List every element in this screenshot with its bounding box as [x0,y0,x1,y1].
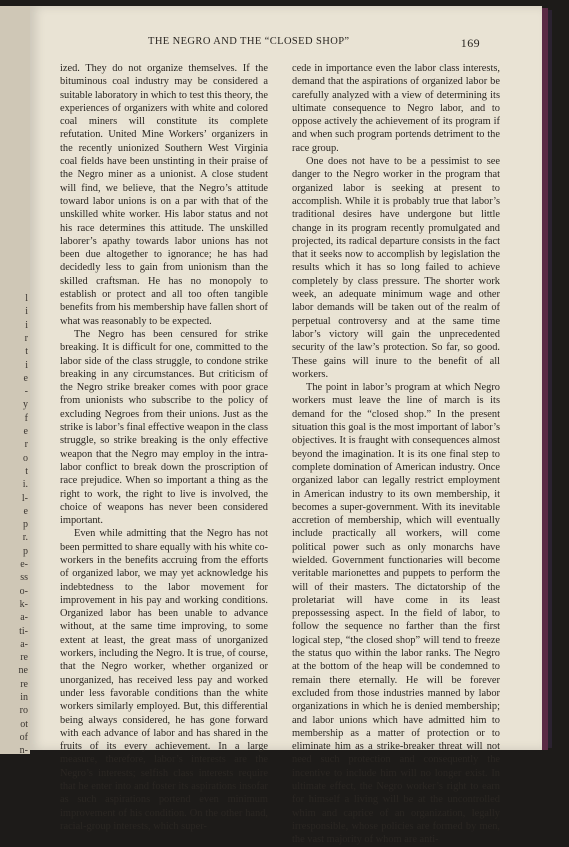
paragraph: The point in labor’s program at which Negro workers must leave the line of march is its demand for the “closed shop.” In the present situation this goal is the most important of labor’s objectives. It is fraught with consequences almost beyond the imagination. It is its one final step to complete domination of American industry. Once organized labor can legally restrict employment in American industry to its own membership, it becomes a super-government. With its inevitable accretion of membership, which will eventually include practically all workers, will come political power such as only monarchs have wielded. Government functionaries will become veritable marionettes and puppets to perform the will of their masters. The dictatorship of the proletariat will have come in its least prepossessing aspect. In the field of labor, to follow the sequence no farther than the first logical step, “the closed shop” will tend to freeze the status quo within the labor ranks. The Negro at the bottom of the heap will be condemned to remain there eternally. He will be forever excluded from those industries manned by labor organizations in which he is denied membership; and labor unions which have admitted him to membership as a matter of protection or to eliminate him as a strike-breaker threat will not need such protection and consequently the incentive to include him will no longer exist. In ultimate effect, the Negro worker’s right to earn for himself a living will be at the uncontrolled whim and caprice of an organization, legally irresponsible, whose policies are formed by men, the vast majority of whom are anti- [292,382,500,846]
running-header [60,36,480,52]
prev-page-text-fragment: r. [22,532,28,544]
left-column [60,62,268,833]
prev-page-text-fragment: re [20,678,28,690]
prev-page-text-fragment: t [25,346,28,358]
prev-page-text-fragment: i [25,319,28,331]
paragraph: cede in importance even the labor class interests, demand that the aspirations of organized labor be carefully analyzed with a view of determining its ultimate consequence to Negro labor, and to oppose actively the achievement of its program if and when such program portends detriment to the race group. [292,63,500,154]
prev-page-text-fragment: p [23,545,28,557]
prev-page-text-fragment: ot [20,718,28,730]
paragraph: Even while admitting that the Negro has not been permitted to share equally with his white co-workers in the benefits accruing from the efforts of organized labor, we may yet acknowledge his indebtedness to the labor movement for improvement in his pay and working conditions. Organized labor has been unable to advance without, at the same time improving, to some extent at least, the great mass of unorganized workers, including the Negro. It is true, of course, that the Negro worker, whether organized or unorganized, has received less pay and worked under less favorable conditions than the white workers similarly employed. But, this differential being always considered, he has gone forward with each advance of labor and has shared in the fruits of its every achievement. In a large measure, therefore, labor’s interests are the Negro’s interests; selfish class interests require that he enter into and foster its aspirations insofar as such aspirations portend even minimum improvement of his condition. On the other hand, racial-group interests, which super- [60,528,268,832]
prev-page-text-fragment: re [20,652,28,664]
prev-page-text-fragment: y [23,399,28,411]
prev-page-text-fragment: l [25,293,28,304]
prev-page-text-fragment: ro [19,705,28,717]
prev-page-text-fragment: ti- [19,625,28,637]
prev-page-text-fragment: r [24,332,28,344]
prev-page-text-fragment: of [19,731,28,743]
prev-page-text-fragment: e [23,505,28,517]
prev-page-text-fragment: e [23,372,28,384]
prev-page-text-fragment: a- [20,612,28,624]
paragraph: ized. They do not organize themselves. If the bituminous coal industry may be considered a suitable laboratory in which to test this theory, the experiences of organizers with white and colored coal miners will constitute its complete refutation. United Mine Workers’ organizers in the recently unionized Southern West Virginia coal fields have been unstinting in their praise of the Negro miner as a unionist. A close student will find, we believe, that the Negro’s attitude toward labor unions is on a par with that of the unskilled white worker. His labor status and not his race determines this attitude. The unskilled laborer’s apathy towards labor unions has not been due altogether to ignorance; he has had decidedly less to gain from unionism than the skilled craftsman. He has no monopoly to establish or protect and all too often tangible benefits from his membership have fallen short of what was reasonably to be expected. [60,63,268,327]
prev-page-text-fragment: in [20,692,28,703]
prev-page-text-fragment: k- [19,598,28,610]
prev-page-text-fragment: l- [21,492,28,504]
right-column [292,62,500,847]
prev-page-text-fragment: p [23,519,28,531]
prev-page-text-fragment: f [24,412,28,424]
prev-page-text-fragment: e [23,426,28,437]
paragraph: The Negro has been censured for strike breaking. It is difficult for one, committed to the labor side of the class struggle, to condone strike breaking in any circumstances. But criticism of the Negro strike breaker comes with poor grace from unionists who subscribe to the policy of excluding Negroes from their unions. Just as the strike is labor’s final effective weapon in the class struggle, so strike breaking is the only effective weapon that the Negro may employ in the intra-labor conflict to break down the proscription of race prejudice. When so important a thing as the right to work, the right to live is involved, the choice of weapons has never been considered important. [60,328,268,527]
prev-page-text-fragment: i. [22,479,28,491]
running-title: THE NEGRO AND THE “CLOSED SHOP” [148,36,350,47]
prev-page-text-fragment: t [25,465,28,477]
prev-page-text-fragment: r [24,439,28,451]
prev-page-text-fragment: a- [20,638,28,650]
page-number: 169 [460,36,480,50]
prev-page-text-fragment: e- [20,559,28,570]
prev-page-text-fragment: ne [18,665,28,677]
prev-page-text-fragment: n- [19,745,28,754]
prev-page-text-fragment: - [24,386,28,398]
prev-page-text-fragment: ss [20,572,28,584]
prev-page-text-fragment: i [25,359,28,371]
prev-page-text-fragment: i [25,306,28,318]
prev-page-text-fragment: o [23,452,28,464]
paragraph: One does not have to be a pessimist to see danger to the Negro worker in the program that organized labor is seeking at present to accomplish. While it is probably true that labor’s traditional desires have undergone but little change in its program recently promulgated and projected, its radical departure consists in the fact that it seeks now to accomplish by legislation the results which it has so long failed to achieve completely by class pressure. The shorter work week, an adequate minimum wage and other labor demands will be taken out of the realm of perpetual controversy and at the same time labor’s victory will gain the unprecedented security of the law’s protection. So far, so good. These gains will inure to the benefit of all workers. [292,156,500,380]
previous-page-edge [0,6,30,754]
book-spine-shadow [548,10,552,748]
prev-page-text-fragment: o- [19,585,28,597]
